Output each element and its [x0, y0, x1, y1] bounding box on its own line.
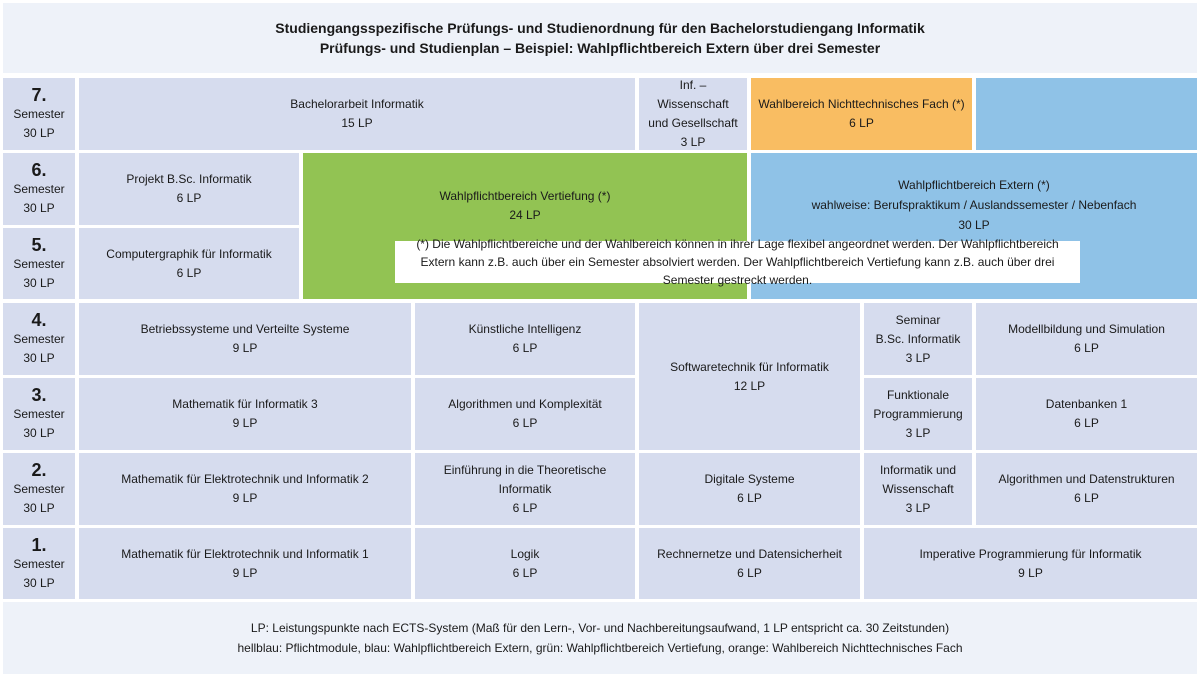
module-lp: 6 LP — [512, 565, 538, 580]
module-mathematik-et-informatik-1 — [79, 528, 411, 599]
plan-footer — [3, 602, 1197, 674]
module-title: Inf. – Wissenschaft und Gesellschaft — [648, 78, 738, 130]
plan-subtitle: Prüfungs- und Studienplan – Beispiel: Wahlpflichtbereich Extern über drei Semester — [319, 40, 881, 56]
plan-title: Studiengangsspezifische Prüfungs- und Studienordnung für den Bachelorstudiengang Informatik — [275, 20, 925, 36]
module-modellbildung — [976, 303, 1197, 375]
semester-lp: 30 LP — [23, 126, 55, 140]
module-mathematik-informatik-3 — [79, 378, 411, 450]
module-imperative-programmierung — [864, 528, 1197, 599]
module-title: Imperative Programmierung für Informatik — [919, 546, 1142, 561]
semester-number: 2. — [31, 460, 47, 480]
footer-color-legend: hellblau: Pflichtmodule, blau: Wahlpflichtbereich Extern, grün: Wahlpflichtbereich Vertiefung, orange: Wahlbereich Nichttechnisches Fach — [237, 641, 963, 655]
module-title: Bachelorarbeit Informatik — [290, 97, 424, 111]
module-title: Funktionale Programmierung — [873, 387, 963, 421]
module-funktionale-programmierung — [864, 378, 972, 450]
module-digitale-systeme — [639, 453, 860, 525]
module-einfuehrung-theoretische-informatik — [415, 453, 635, 525]
module-title: Algorithmen und Datenstrukturen — [998, 472, 1175, 486]
module-logik — [415, 528, 635, 599]
semester-number: 3. — [31, 385, 47, 405]
module-title: Mathematik für Elektrotechnik und Informatik 1 — [121, 546, 369, 561]
module-lp: 6 LP — [849, 116, 874, 130]
module-title: Rechnernetze und Datensicherheit — [657, 546, 842, 561]
module-lp: 6 LP — [176, 265, 202, 280]
module-title: Modellbildung und Simulation — [1008, 322, 1165, 336]
module-bachelorarbeit — [79, 78, 635, 150]
semester-number: 6. — [31, 160, 47, 180]
module-lp: 6 LP — [737, 565, 762, 580]
module-lp: 6 LP — [1074, 416, 1099, 430]
module-title: Computergraphik für Informatik — [106, 246, 272, 261]
semester-lp: 30 LP — [23, 275, 55, 290]
module-title: Seminar B.Sc. Informatik — [875, 312, 961, 346]
module-lp: 9 LP — [232, 416, 258, 430]
module-lp: 6 LP — [1074, 341, 1099, 355]
semester-text: Semester — [13, 182, 65, 196]
module-softwaretechnik — [639, 303, 860, 450]
module-lp: 15 LP — [341, 116, 373, 130]
module-title: Softwaretechnik für Informatik — [670, 359, 829, 374]
module-kuenstliche-intelligenz — [415, 303, 635, 375]
module-lp: 3 LP — [905, 425, 931, 440]
semester-lp: 30 LP — [23, 501, 55, 515]
semester-7-label — [3, 78, 75, 150]
module-title: Algorithmen und Komplexität — [448, 397, 602, 411]
module-rechnernetze — [639, 528, 860, 599]
module-lp: 9 LP — [1018, 565, 1043, 580]
module-projekt-bsc — [79, 153, 299, 225]
module-informatik-wissenschaft — [864, 453, 972, 525]
semester-text: Semester — [13, 482, 65, 496]
module-title: Digitale Systeme — [704, 472, 795, 486]
semester-number: 5. — [31, 234, 47, 255]
module-lp: 6 LP — [512, 500, 538, 515]
module-title: Datenbanken 1 — [1045, 397, 1128, 411]
module-lp: 6 LP — [512, 416, 538, 430]
module-lp: 24 LP — [509, 208, 541, 222]
footer-lp-explanation: LP: Leistungspunkte nach ECTS-System (Maß für den Lern-, Vor- und Nachbereitungsaufwand, 1 LP entspricht ca. 30 Zeitstunden) — [250, 621, 950, 635]
module-title: Wahlpflichtbereich Extern (*) wahlweise: Berufspraktikum / Auslandssemester / Nebenfach — [811, 178, 1137, 212]
module-algorithmen-komplexitaet — [415, 378, 635, 450]
plan-header — [3, 3, 1197, 73]
semester-lp: 30 LP — [23, 575, 55, 590]
module-title: Logik — [510, 546, 540, 561]
module-lp: 3 LP — [905, 350, 931, 365]
semester-lp: 30 LP — [23, 351, 55, 365]
module-mathematik-et-informatik-2 — [79, 453, 411, 525]
semester-5-label — [3, 228, 75, 299]
module-algorithmen-datenstrukturen — [976, 453, 1197, 525]
module-title: Betriebssysteme und Verteilte Systeme — [140, 322, 350, 336]
module-lp: 3 LP — [680, 135, 706, 149]
semester-text: Semester — [13, 556, 65, 571]
semester-6-label — [3, 153, 75, 225]
semester-2-label — [3, 453, 75, 525]
module-lp: 6 LP — [176, 191, 202, 205]
module-title: Projekt B.Sc. Informatik — [126, 172, 252, 186]
module-betriebssysteme — [79, 303, 411, 375]
module-lp: 30 LP — [958, 218, 990, 232]
module-extern-continuation — [976, 78, 1197, 150]
semester-number: 4. — [31, 310, 47, 330]
semester-text: Semester — [13, 256, 65, 271]
module-title: Wahlpflichtbereich Vertiefung (*) — [439, 189, 611, 203]
module-lp: 6 LP — [512, 341, 538, 355]
module-lp: 9 LP — [232, 491, 258, 505]
semester-4-label — [3, 303, 75, 375]
module-wahlbereich-nichttechnisch — [751, 78, 972, 150]
module-computergraphik — [79, 228, 299, 299]
module-title: Informatik und Wissenschaft — [879, 462, 957, 496]
module-title: Mathematik für Elektrotechnik und Informatik 2 — [121, 472, 369, 486]
semester-lp: 30 LP — [23, 201, 55, 215]
module-lp: 6 LP — [1074, 491, 1099, 505]
module-title: Künstliche Intelligenz — [468, 322, 582, 336]
module-lp: 3 LP — [905, 500, 931, 515]
module-inf-wissenschaft-gesellschaft — [639, 78, 747, 150]
semester-3-label — [3, 378, 75, 450]
module-datenbanken-1 — [976, 378, 1197, 450]
module-lp: 12 LP — [733, 378, 766, 393]
module-lp: 9 LP — [232, 341, 258, 355]
module-title: Einführung in die Theoretische Informatik — [443, 462, 607, 496]
module-title: Mathematik für Informatik 3 — [172, 397, 318, 411]
semester-text: Semester — [13, 407, 65, 421]
module-lp: 6 LP — [737, 491, 762, 505]
module-title: Wahlbereich Nichttechnisches Fach (*) — [758, 97, 965, 111]
semester-number: 1. — [31, 534, 47, 555]
semester-text: Semester — [13, 107, 65, 121]
flexibility-note: (*) Die Wahlpflichtbereiche und der Wahlbereich können in ihrer Lage flexibel angeordnet werden. Der Wahlpflichtbereich Extern kann z.B. auch über ein Semester absolviert werden. Der Wahlpflichtbereich Vertiefung kann z.B. auch über drei Semester gestreckt werden. — [395, 241, 1080, 283]
semester-text: Semester — [13, 332, 65, 346]
semester-number: 7. — [31, 85, 47, 105]
module-lp: 9 LP — [232, 565, 258, 580]
semester-1-label — [3, 528, 75, 599]
semester-lp: 30 LP — [23, 426, 55, 440]
module-seminar-bsc — [864, 303, 972, 375]
